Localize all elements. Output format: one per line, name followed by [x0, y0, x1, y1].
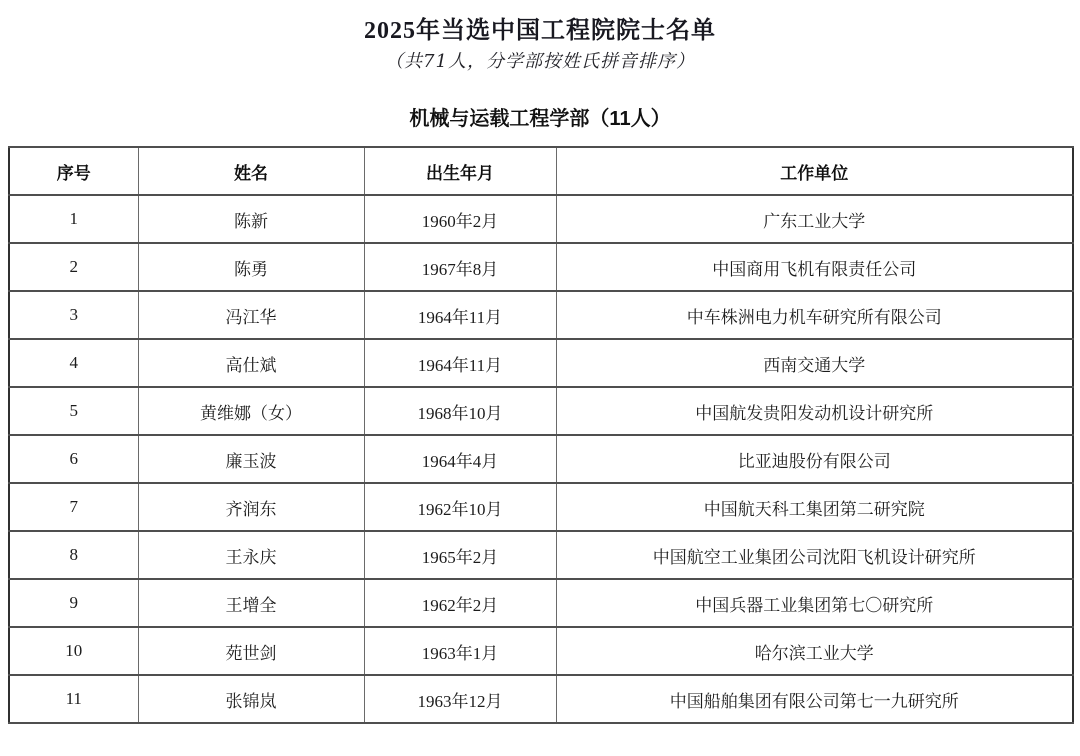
column-header-name: 姓名 [138, 147, 364, 195]
cell-org: 西南交通大学 [556, 339, 1073, 387]
cell-name: 陈新 [138, 195, 364, 243]
roster-table [8, 146, 1074, 724]
table-row [9, 243, 1073, 291]
cell-birth: 1963年12月 [364, 675, 556, 723]
header-row [9, 147, 1073, 195]
cell-birth: 1968年10月 [364, 387, 556, 435]
cell-birth: 1960年2月 [364, 195, 556, 243]
cell-birth: 1962年2月 [364, 579, 556, 627]
cell-name: 张锦岚 [138, 675, 364, 723]
cell-birth: 1964年11月 [364, 339, 556, 387]
cell-org: 哈尔滨工业大学 [556, 627, 1073, 675]
column-header-no: 序号 [9, 147, 138, 195]
cell-org: 中国航发贵阳发动机设计研究所 [556, 387, 1073, 435]
cell-org: 中国兵器工业集团第七〇研究所 [556, 579, 1073, 627]
cell-name: 陈勇 [138, 243, 364, 291]
cell-no: 8 [9, 531, 138, 579]
cell-no: 9 [9, 579, 138, 627]
cell-no: 7 [9, 483, 138, 531]
table-row [9, 435, 1073, 483]
cell-name: 高仕斌 [138, 339, 364, 387]
cell-birth: 1965年2月 [364, 531, 556, 579]
table-row [9, 579, 1073, 627]
table-row [9, 675, 1073, 723]
table-row [9, 195, 1073, 243]
cell-org: 广东工业大学 [556, 195, 1073, 243]
cell-name: 苑世剑 [138, 627, 364, 675]
cell-name: 黄维娜（女） [138, 387, 364, 435]
table-row [9, 531, 1073, 579]
cell-no: 3 [9, 291, 138, 339]
section-title: 机械与运载工程学部（11人） [409, 108, 671, 130]
cell-no: 4 [9, 339, 138, 387]
cell-org: 中国商用飞机有限责任公司 [556, 243, 1073, 291]
cell-no: 10 [9, 627, 138, 675]
document-subtitle: （共71人，分学部按姓氏拼音排序） [385, 51, 695, 72]
roster-table-header [9, 147, 1073, 195]
column-header-org: 工作单位 [556, 147, 1073, 195]
cell-name: 齐润东 [138, 483, 364, 531]
cell-name: 冯江华 [138, 291, 364, 339]
cell-name: 王永庆 [138, 531, 364, 579]
roster-table-body [9, 195, 1073, 723]
table-row [9, 291, 1073, 339]
cell-birth: 1964年11月 [364, 291, 556, 339]
cell-birth: 1964年4月 [364, 435, 556, 483]
cell-org: 比亚迪股份有限公司 [556, 435, 1073, 483]
table-row [9, 627, 1073, 675]
cell-org: 中国航天科工集团第二研究院 [556, 483, 1073, 531]
cell-no: 1 [9, 195, 138, 243]
cell-no: 6 [9, 435, 138, 483]
cell-name: 王增全 [138, 579, 364, 627]
cell-org: 中车株洲电力机车研究所有限公司 [556, 291, 1073, 339]
document-title: 2025年当选中国工程院院士名单 [364, 18, 716, 44]
cell-birth: 1967年8月 [364, 243, 556, 291]
cell-org: 中国航空工业集团公司沈阳飞机设计研究所 [556, 531, 1073, 579]
cell-no: 11 [9, 675, 138, 723]
cell-name: 廉玉波 [138, 435, 364, 483]
cell-org: 中国船舶集团有限公司第七一九研究所 [556, 675, 1073, 723]
cell-birth: 1963年1月 [364, 627, 556, 675]
cell-birth: 1962年10月 [364, 483, 556, 531]
table-row [9, 339, 1073, 387]
table-row [9, 483, 1073, 531]
column-header-birth: 出生年月 [364, 147, 556, 195]
cell-no: 2 [9, 243, 138, 291]
table-row [9, 387, 1073, 435]
cell-no: 5 [9, 387, 138, 435]
